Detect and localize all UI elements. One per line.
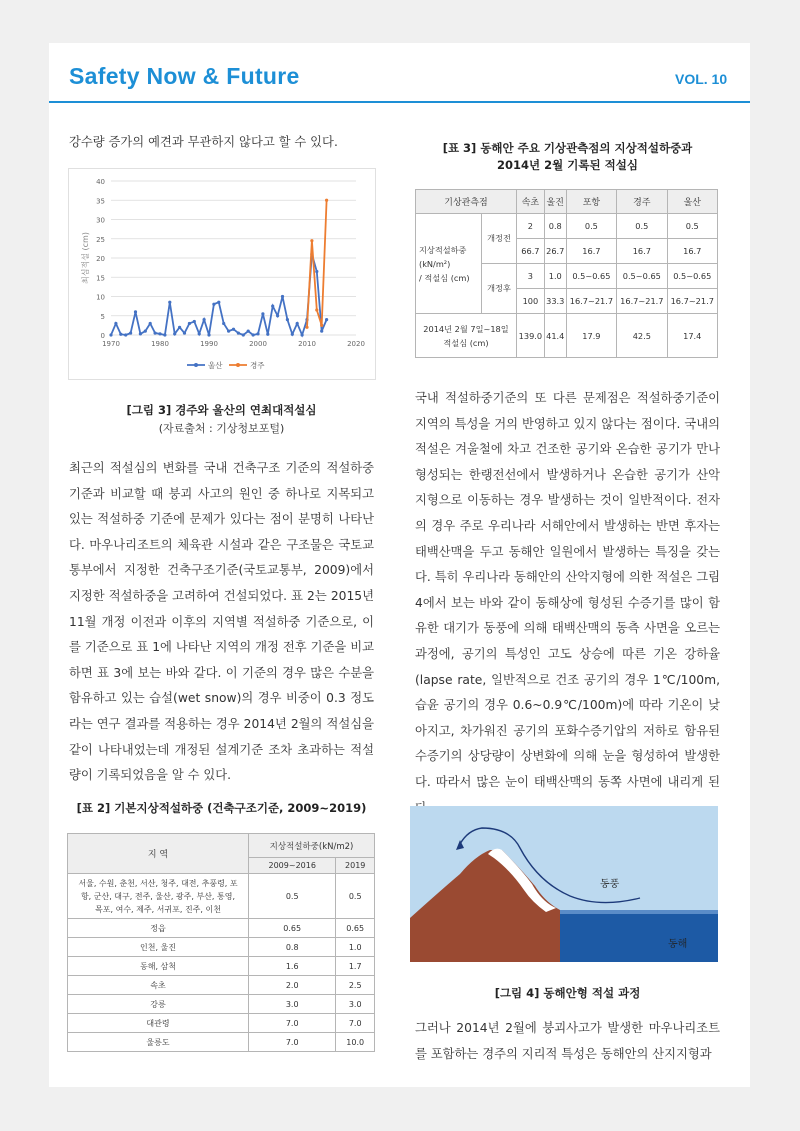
t3-cell: 0.5 — [667, 214, 717, 239]
intro-paragraph: 강수량 증가의 예견과 무관하지 않다고 할 수 있다. — [69, 135, 338, 149]
data-point — [139, 332, 142, 335]
data-point — [281, 295, 284, 298]
t2-value: 0.5 — [249, 874, 336, 919]
t2-col1-header: 2009~2016 — [249, 858, 336, 874]
data-point — [276, 314, 279, 317]
series-line — [111, 254, 327, 335]
t2-value: 7.0 — [249, 1033, 336, 1052]
t2-value: 10.0 — [336, 1033, 375, 1052]
t3-before-label: 개정전 — [482, 214, 517, 264]
data-point — [188, 322, 191, 325]
t2-value: 1.0 — [336, 938, 375, 957]
data-point — [154, 331, 157, 334]
t3-record-label-line1: 2014년 2월 7일~18일 — [423, 323, 509, 334]
data-point — [247, 330, 250, 333]
data-point — [266, 333, 269, 336]
figure3-chart — [68, 168, 376, 380]
right-body-paragraph: 국내 적설하중기준의 또 다른 문제점은 적설하중기준이 지역의 특성을 거의 반영하고 있지 않다는 점이다. 국내의 적설은 겨울철에 차고 건조한 공기와 온습한 공기가 만나 형성되는 한랭전선에서 발생하거나 온습한 공기가 산악 지형으로 이동하는 경우 발생하는 것이 일반적이다. 전자의 경우 주로 우리나라 서해안에서 발생하는 반면 후자는 태백산맥을 두고 동해안 일원에서 발생하는 특징을 갖는다. 특히 우리나라 동해안의 산악지형에 의한 적설은 그림 4에서 보는 바와 같이 동해상에 형성된 수증기를 많이 함유한 대기가 동풍에 의해 태백산맥의 동측 사면을 오르는 과정에, 공기의 특성인 고도 상승에 따른 기온 강하율 (lapse rate, 일반적으로 건조 공기의 경우 1℃/100m, 습윤 공기의 경우 0.6~0.9℃/100m)에 따라 기온이 낮아지고, 차가워진 공기의 포화수증기압의 저하로 함유된 수증기의 상당량이 상변화에 의해 눈을 형성하여 발생한다. 따라서 많은 눈이 태백산맥의 동쪽 사면에 내리게 된 — [415, 391, 720, 789]
table2-caption: [표 2] 기본지상적설하중 (건축구조기준, 2009~2019) — [76, 801, 367, 815]
t2-region: 정읍 — [68, 919, 249, 938]
t3-row-label-line1: 지상적설하중 — [419, 244, 467, 255]
data-point — [232, 328, 235, 331]
t3-cell: 1.0 — [544, 264, 566, 289]
x-tick-label: 1980 — [151, 340, 169, 348]
t3-station: 울진 — [544, 190, 566, 214]
t3-station: 포항 — [566, 190, 616, 214]
t3-record-label — [416, 314, 517, 358]
t3-station-header: 기상관측점 — [416, 190, 517, 214]
x-tick-label: 2000 — [249, 340, 267, 348]
t3-cell: 3 — [517, 264, 545, 289]
data-point — [178, 326, 181, 329]
legend-marker — [194, 363, 198, 367]
data-point — [315, 308, 318, 311]
t2-region: 강릉 — [68, 995, 249, 1014]
data-point — [301, 333, 304, 336]
y-tick-label: 35 — [96, 197, 105, 206]
data-point — [261, 312, 264, 315]
y-tick-label: 30 — [96, 216, 105, 225]
t3-cell: 42.5 — [617, 314, 667, 358]
t3-cell: 139.0 — [517, 314, 545, 358]
t2-region: 울릉도 — [68, 1033, 249, 1052]
table3-caption-line1: [표 3] 동해안 주요 기상관측점의 지상적설하중과 — [442, 141, 693, 155]
data-point — [320, 324, 323, 327]
data-point — [212, 303, 215, 306]
t2-region: 대관령 — [68, 1014, 249, 1033]
y-tick-label: 5 — [100, 312, 105, 321]
data-point — [222, 322, 225, 325]
t3-cell: 16.7~21.7 — [667, 289, 717, 314]
t2-value: 2.5 — [336, 976, 375, 995]
t2-region: 서울, 수원, 춘천, 서산, 청주, 대전, 추풍령, 포항, 군산, 대구, 전주, 울산, 광주, 부산, 통영, 목포, 여수, 제주, 서귀포, 진주, 이천 — [68, 874, 249, 919]
t3-cell: 100 — [517, 289, 545, 314]
data-point — [124, 333, 127, 336]
t3-cell: 16.7 — [566, 239, 616, 264]
t2-region: 동해, 삼척 — [68, 957, 249, 976]
x-tick-label: 2020 — [347, 340, 365, 348]
sea-surface — [550, 910, 718, 914]
data-point — [227, 330, 230, 333]
data-point — [242, 333, 245, 336]
t2-value: 2.0 — [249, 976, 336, 995]
data-point — [256, 332, 259, 335]
data-point — [296, 322, 299, 325]
data-point — [305, 326, 308, 329]
chart-svg — [69, 169, 375, 379]
data-point — [114, 322, 117, 325]
t2-region-header: 지 역 — [68, 834, 249, 874]
t3-cell: 0.5 — [617, 214, 667, 239]
figure4-svg — [410, 806, 718, 962]
t2-col2-header: 2019 — [336, 858, 375, 874]
t3-cell: 33.3 — [544, 289, 566, 314]
data-point — [291, 333, 294, 336]
t3-cell: 0.5~0.65 — [566, 264, 616, 289]
data-point — [163, 333, 166, 336]
y-tick-label: 10 — [96, 293, 105, 302]
data-point — [203, 318, 206, 321]
legend-label: 경주 — [250, 361, 265, 370]
t2-value: 1.7 — [336, 957, 375, 976]
t3-station: 속초 — [517, 190, 545, 214]
x-tick-label: 2010 — [298, 340, 316, 348]
volume-label: VOL. 10 — [675, 71, 728, 87]
data-point — [149, 322, 152, 325]
legend-marker — [236, 363, 240, 367]
data-point — [207, 333, 210, 336]
t3-after-label: 개정후 — [482, 264, 517, 314]
t3-cell: 16.7~21.7 — [617, 289, 667, 314]
t3-row-label-line2: (kN/m²) — [419, 258, 451, 269]
wind-label: 동풍 — [600, 879, 620, 890]
data-point — [325, 318, 328, 321]
t3-cell: 66.7 — [517, 239, 545, 264]
figure4-caption: [그림 4] 동해안형 적설 과정 — [494, 986, 641, 1000]
t3-row-label — [416, 214, 482, 314]
data-point — [193, 320, 196, 323]
t2-value: 0.65 — [336, 919, 375, 938]
t3-cell: 26.7 — [544, 239, 566, 264]
data-point — [173, 332, 176, 335]
t3-cell: 2 — [517, 214, 545, 239]
x-tick-label: 1970 — [102, 340, 120, 348]
figure3-caption: [그림 3] 경주와 울산의 연최대적설심 — [126, 403, 317, 417]
data-point — [158, 332, 161, 335]
data-point — [109, 333, 112, 336]
y-axis-label: 최심적설 (cm) — [81, 232, 90, 284]
t3-cell: 41.4 — [544, 314, 566, 358]
t3-cell: 17.4 — [667, 314, 717, 358]
t2-load-header: 지상적설하중(kN/m2) — [249, 834, 375, 858]
sea — [550, 910, 718, 962]
y-tick-label: 40 — [96, 178, 105, 186]
t2-value: 0.65 — [249, 919, 336, 938]
t2-value: 7.0 — [249, 1014, 336, 1033]
data-point — [198, 332, 201, 335]
data-point — [320, 330, 323, 333]
left-body-paragraph: 최근의 적설심의 변화를 국내 건축구조 기준의 적설하중 기준과 비교할 때 붕괴 사고의 원인 중 하나로 지목되고 있는 적설하중 기준에 문제가 있다는 점이 분명히 나타난다. 마우나리조트의 체육관 시설과 같은 구조물은 국토교통부에서 지정한 건축구조기준(국토교통부, 2009)에서 지정한 적설하중을 고려하여 건설되었다. 표 2는 2015년 11월 개정 이전과 이후의 지역별 적설하중 기준으로, 이를 기준으로 표 1에 나타난 지역의 개정 전후 기준을 비교하면 표 3에 보는 바와 같다. 이 기준의 경우 많은 수분을 함유하고 있는 습설(wet snow)의 경우 비중이 0.3 정도라는 연구 결과를 적용하는 경우 2014년 2월의 적설심을 같이 나타내었는데 개정된 설계기준 조차 초과하는 적설량이 기록되었음을 알 수 있다. — [69, 461, 374, 783]
y-tick-label: 0 — [100, 332, 105, 340]
data-point — [119, 333, 122, 336]
magazine-title: Safety Now & Future — [69, 63, 300, 89]
sea-label: 동해 — [668, 939, 688, 950]
data-point — [310, 239, 313, 242]
t3-record-label-line2: 적설심 (cm) — [443, 337, 489, 348]
t2-value: 3.0 — [336, 995, 375, 1014]
x-tick-label: 1990 — [200, 340, 218, 348]
t2-value: 0.8 — [249, 938, 336, 957]
legend-label: 울산 — [208, 361, 223, 370]
data-point — [252, 333, 255, 336]
t3-cell: 0.5 — [566, 214, 616, 239]
t3-cell: 16.7~21.7 — [566, 289, 616, 314]
t3-cell: 0.5~0.65 — [617, 264, 667, 289]
t3-station: 경주 — [617, 190, 667, 214]
table2 — [67, 833, 375, 1052]
t2-value: 3.0 — [249, 995, 336, 1014]
t2-region: 인천, 울진 — [68, 938, 249, 957]
t3-cell: 16.7 — [667, 239, 717, 264]
t3-station: 울산 — [667, 190, 717, 214]
data-point — [129, 331, 132, 334]
data-point — [134, 310, 137, 313]
data-point — [168, 301, 171, 304]
y-tick-label: 15 — [96, 274, 105, 283]
figure4-diagram — [410, 806, 718, 962]
figure3-source: (자료출처 : 기상청보포털) — [158, 422, 285, 435]
header-rule — [49, 101, 750, 103]
y-tick-label: 20 — [96, 255, 105, 263]
t3-row-label-line3: / 적설심 (cm) — [419, 272, 470, 283]
data-point — [315, 270, 318, 273]
t3-cell: 16.7 — [617, 239, 667, 264]
y-tick-label: 25 — [96, 235, 105, 244]
t2-region: 속초 — [68, 976, 249, 995]
data-point — [325, 199, 328, 202]
t2-value: 1.6 — [249, 957, 336, 976]
data-point — [144, 330, 147, 333]
t3-cell: 0.8 — [544, 214, 566, 239]
t2-value: 7.0 — [336, 1014, 375, 1033]
t2-value: 0.5 — [336, 874, 375, 919]
t3-cell: 0.5~0.65 — [667, 264, 717, 289]
table3-caption-line2: 2014년 2월 기록된 적설심 — [497, 158, 638, 172]
data-point — [271, 305, 274, 308]
data-point — [183, 331, 186, 334]
data-point — [217, 301, 220, 304]
table3 — [415, 189, 718, 358]
t3-cell: 17.9 — [566, 314, 616, 358]
data-point — [286, 318, 289, 321]
data-point — [237, 331, 240, 334]
right-body-paragraph-2: 그러나 2014년 2월에 붕괴사고가 발생한 마우나리조트를 포함하는 경주의 지리적 특성은 동해안의 산지지형과 — [415, 1021, 720, 1061]
